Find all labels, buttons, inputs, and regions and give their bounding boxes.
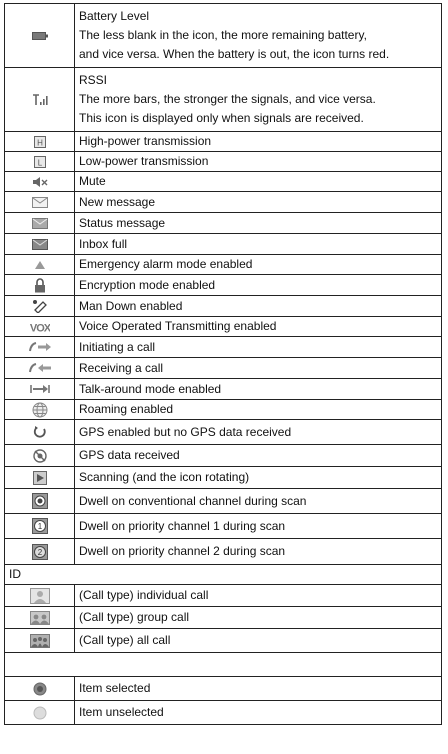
description-cell xyxy=(75,607,442,629)
description-title: Emergency alarm mode enabled xyxy=(79,257,253,271)
description-title: High-power transmission xyxy=(79,134,212,148)
description-cell xyxy=(75,68,442,132)
table-row xyxy=(5,400,442,420)
description-title: Initiating a call xyxy=(79,339,156,354)
dwell-conventional-icon xyxy=(32,493,48,509)
individual-call-icon xyxy=(30,588,50,604)
dwell-priority-2-icon xyxy=(32,544,48,560)
svg-text:L: L xyxy=(37,158,42,168)
description-cell xyxy=(75,629,442,653)
table-row xyxy=(5,132,442,152)
description-title: Man Down enabled xyxy=(79,298,183,313)
scanning-icon xyxy=(33,471,47,485)
description-cell xyxy=(75,296,442,317)
svg-text:2: 2 xyxy=(37,547,42,557)
description-title: Talk-around mode enabled xyxy=(79,381,222,396)
description-title: New message xyxy=(79,194,156,209)
description-cell xyxy=(75,4,442,68)
description-cell xyxy=(75,379,442,400)
icon-cell xyxy=(5,701,75,725)
icon-cell xyxy=(5,275,75,296)
icon-cell xyxy=(5,629,75,653)
section-label xyxy=(5,653,442,677)
item-selected-icon xyxy=(33,682,47,696)
item-unselected-icon xyxy=(33,706,47,720)
encryption-lock-icon xyxy=(34,278,46,293)
all-call-icon xyxy=(30,634,50,648)
description-title: Receiving a call xyxy=(79,360,164,375)
description-cell xyxy=(75,400,442,420)
table-row xyxy=(5,420,442,445)
icon-cell xyxy=(5,132,75,152)
description-title: Item unselected xyxy=(79,705,164,719)
description-line: This icon is displayed only when signals are received. xyxy=(79,111,364,125)
description-title: Voice Operated Transmitting enabled xyxy=(79,319,277,333)
table-row xyxy=(5,565,442,585)
table-row xyxy=(5,514,442,539)
icon-cell xyxy=(5,4,75,68)
icon-cell xyxy=(5,607,75,629)
description-title: (Call type) all call xyxy=(79,633,171,647)
icon-cell xyxy=(5,585,75,607)
description-cell xyxy=(75,539,442,565)
table-row xyxy=(5,489,442,514)
vox-icon xyxy=(30,321,50,333)
description-line: and vice versa. When the battery is out, the icon turns red. xyxy=(79,47,390,61)
dwell-priority-1-icon xyxy=(32,518,48,534)
table-row xyxy=(5,192,442,213)
description-title: GPS enabled but no GPS data received xyxy=(79,424,292,439)
high-power-icon xyxy=(34,136,46,148)
icon-cell xyxy=(5,337,75,358)
icon-cell xyxy=(5,420,75,445)
table-row xyxy=(5,379,442,400)
table-row xyxy=(5,275,442,296)
icon-cell xyxy=(5,489,75,514)
mute-icon xyxy=(32,176,48,188)
gps-no-data-icon xyxy=(33,425,47,439)
description-cell xyxy=(75,317,442,337)
description-title: Dwell on conventional channel during scan xyxy=(79,493,307,508)
table-row xyxy=(5,152,442,172)
gps-data-icon xyxy=(32,448,48,464)
description-title: Roaming enabled xyxy=(79,402,174,416)
icon-cell xyxy=(5,539,75,565)
icon-cell xyxy=(5,68,75,132)
description-cell xyxy=(75,255,442,275)
low-power-icon xyxy=(34,156,46,168)
description-cell xyxy=(75,701,442,725)
description-title: GPS data received xyxy=(79,448,180,462)
table-row xyxy=(5,629,442,653)
man-down-icon xyxy=(32,299,47,313)
initiating-call-icon xyxy=(28,341,52,353)
table-row xyxy=(5,296,442,317)
battery-icon xyxy=(32,31,48,41)
description-line: The less blank in the icon, the more remaining battery, xyxy=(79,28,367,42)
icon-cell xyxy=(5,296,75,317)
description-cell xyxy=(75,358,442,379)
status-icon-table xyxy=(4,3,442,725)
description-title: RSSI xyxy=(79,73,108,87)
icon-cell xyxy=(5,400,75,420)
description-title: Encryption mode enabled xyxy=(79,277,216,292)
table-row xyxy=(5,607,442,629)
description-title: Battery Level xyxy=(79,9,150,23)
table-row xyxy=(5,337,442,358)
description-cell xyxy=(75,172,442,192)
table-row xyxy=(5,68,442,132)
icon-cell xyxy=(5,172,75,192)
icon-cell xyxy=(5,317,75,337)
icon-cell xyxy=(5,255,75,275)
table-row xyxy=(5,445,442,467)
description-line: The more bars, the stronger the signals, and vice versa. xyxy=(79,92,376,106)
section-label: ID xyxy=(5,565,442,585)
table-row xyxy=(5,653,442,677)
receiving-call-icon xyxy=(28,362,52,374)
emergency-alarm-icon xyxy=(35,261,45,269)
roaming-globe-icon xyxy=(32,402,48,418)
talk-around-icon xyxy=(30,384,50,394)
description-cell xyxy=(75,234,442,255)
icon-cell xyxy=(5,213,75,234)
table-row xyxy=(5,172,442,192)
description-cell xyxy=(75,132,442,152)
icon-cell xyxy=(5,445,75,467)
description-cell xyxy=(75,337,442,358)
description-title: Item selected xyxy=(79,681,151,695)
new-message-icon xyxy=(32,197,48,208)
description-title: Mute xyxy=(79,174,106,188)
description-cell xyxy=(75,489,442,514)
description-cell xyxy=(75,275,442,296)
description-cell xyxy=(75,514,442,539)
description-cell xyxy=(75,445,442,467)
description-cell xyxy=(75,467,442,489)
table-row xyxy=(5,467,442,489)
svg-text:VOX: VOX xyxy=(29,322,50,333)
table-row xyxy=(5,255,442,275)
description-title: Dwell on priority channel 1 during scan xyxy=(79,518,286,533)
icon-cell xyxy=(5,152,75,172)
group-call-icon xyxy=(30,611,50,625)
icon-cell xyxy=(5,677,75,701)
description-cell xyxy=(75,420,442,445)
table-row xyxy=(5,677,442,701)
description-cell xyxy=(75,213,442,234)
table-row xyxy=(5,358,442,379)
description-title: Dwell on priority channel 2 during scan xyxy=(79,544,286,558)
table-row xyxy=(5,701,442,725)
rssi-icon xyxy=(32,94,48,106)
table-row xyxy=(5,585,442,607)
icon-cell xyxy=(5,467,75,489)
description-title: (Call type) group call xyxy=(79,610,190,624)
icon-cell xyxy=(5,234,75,255)
description-cell xyxy=(75,152,442,172)
icon-cell xyxy=(5,514,75,539)
table-row xyxy=(5,213,442,234)
description-title: Inbox full xyxy=(79,236,128,251)
svg-text:1: 1 xyxy=(37,522,42,531)
status-message-icon xyxy=(32,218,48,229)
icon-cell xyxy=(5,192,75,213)
inbox-full-icon xyxy=(32,239,48,250)
description-cell xyxy=(75,192,442,213)
svg-text:H: H xyxy=(36,138,43,148)
icon-cell xyxy=(5,358,75,379)
description-title: Low-power transmission xyxy=(79,154,209,168)
table-row xyxy=(5,317,442,337)
description-title: Scanning (and the icon rotating) xyxy=(79,470,250,484)
description-title: Status message xyxy=(79,215,166,230)
table-row xyxy=(5,539,442,565)
description-cell xyxy=(75,585,442,607)
description-title: (Call type) individual call xyxy=(79,588,209,602)
table-row xyxy=(5,234,442,255)
icon-cell xyxy=(5,379,75,400)
table-row xyxy=(5,4,442,68)
description-cell xyxy=(75,677,442,701)
